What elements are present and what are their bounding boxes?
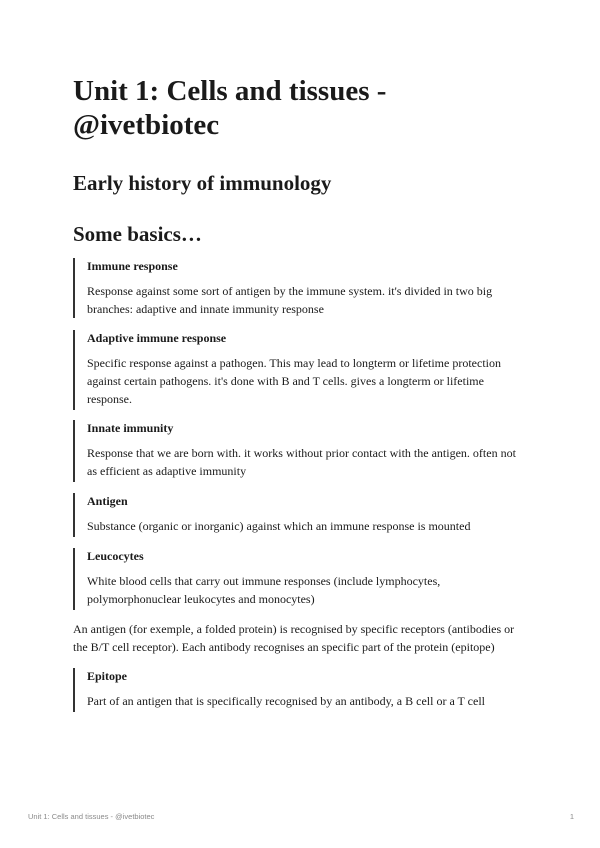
definition-text: Part of an antigen that is specifically recognised by an antibody, a B cell or a T cell	[87, 694, 485, 708]
definition-callout-immune-response	[73, 258, 528, 318]
definition-term: Leucocytes	[87, 549, 144, 563]
definition-term: Epitope	[87, 669, 128, 683]
definition-callout-epitope	[73, 668, 528, 712]
definition-callout-innate-immunity	[73, 420, 528, 482]
definition-callout-leucocytes	[73, 548, 528, 610]
definition-text: White blood cells that carry out immune responses (include lymphocytes, polymorphonuclear leukocytes and monocytes)	[87, 574, 441, 606]
definition-term: Immune response	[87, 259, 178, 273]
definition-callout-antigen	[73, 493, 528, 537]
definition-term: Antigen	[87, 494, 128, 508]
definition-term: Adaptive immune response	[87, 331, 227, 345]
definition-callout-adaptive-immune-response	[73, 330, 528, 410]
definition-text: Specific response against a pathogen. This may lead to longterm or lifetime protection against certain pathogens. it's done with B and T cells. gives a longterm or lifetime response.	[87, 356, 501, 406]
definition-text: Response against some sort of antigen by the immune system. it's divided in two big branches: adaptive and innate immunity response	[87, 284, 493, 316]
page-number: 1	[569, 812, 574, 821]
document-title: Unit 1: Cells and tissues - @ivetbiotec	[73, 75, 387, 141]
definition-text: Substance (organic or inorganic) against which an immune response is mounted	[87, 519, 471, 533]
footer-title: Unit 1: Cells and tissues - @ivetbiotec	[28, 812, 155, 821]
body-paragraph: An antigen (for exemple, a folded protein) is recognised by specific receptors (antibodies or the B/T cell receptor). Each antibody recognises an specific part of the protein (epitope)	[73, 622, 515, 654]
definition-text: Response that we are born with. it works without prior contact with the antigen. often not as efficient as adaptive immunity	[87, 446, 516, 478]
definition-term: Innate immunity	[87, 421, 174, 435]
subsection-heading: Some basics…	[73, 222, 202, 246]
section-heading: Early history of immunology	[73, 171, 332, 195]
